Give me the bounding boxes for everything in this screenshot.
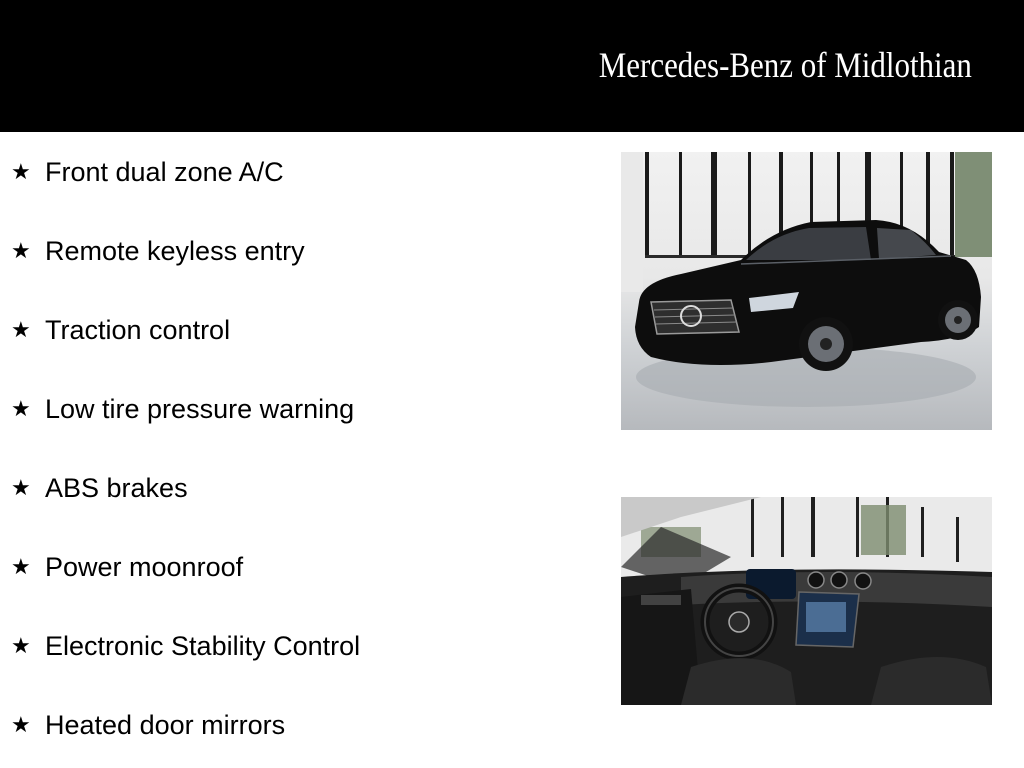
header-bar — [0, 0, 1024, 132]
feature-label: Low tire pressure warning — [45, 393, 355, 424]
feature-label: Front dual zone A/C — [45, 156, 284, 187]
star-icon: ★ — [11, 238, 31, 263]
feature-item — [11, 705, 285, 745]
feature-label: Electronic Stability Control — [45, 630, 361, 661]
feature-item — [11, 468, 188, 508]
star-icon: ★ — [11, 554, 31, 579]
feature-label: Power moonroof — [45, 551, 244, 582]
dealer-name: Mercedes-Benz of Midlothian — [598, 45, 972, 85]
feature-item — [11, 152, 284, 192]
interior-photo — [621, 497, 992, 705]
feature-label: ABS brakes — [45, 472, 188, 503]
feature-item — [11, 547, 243, 587]
star-icon: ★ — [11, 712, 31, 737]
feature-label: Remote keyless entry — [45, 235, 305, 266]
car-interior-illustration — [621, 497, 992, 705]
feature-label: Traction control — [45, 314, 231, 345]
feature-item — [11, 626, 360, 666]
feature-item — [11, 389, 354, 429]
feature-item — [11, 231, 305, 271]
star-icon: ★ — [11, 317, 31, 342]
car-exterior-illustration — [621, 152, 992, 430]
feature-label: Heated door mirrors — [45, 709, 286, 740]
star-icon: ★ — [11, 159, 31, 184]
star-icon: ★ — [11, 475, 31, 500]
feature-item — [11, 310, 230, 350]
star-icon: ★ — [11, 396, 31, 421]
star-icon: ★ — [11, 633, 31, 658]
exterior-photo — [621, 152, 992, 430]
